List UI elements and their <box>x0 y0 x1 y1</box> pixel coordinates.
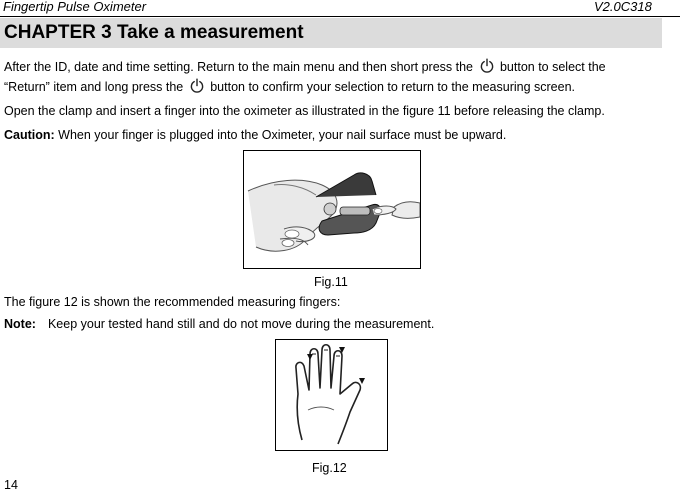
paragraph-1-text-b: button to select the <box>499 60 606 74</box>
paragraph-1-line-1 <box>4 58 606 76</box>
paragraph-1-line-2 <box>4 78 575 96</box>
figure-11-caption: Fig.11 <box>314 275 348 289</box>
paragraph-4: The figure 12 is shown the recommended measuring fingers: <box>4 295 341 309</box>
power-button-icon <box>189 78 205 94</box>
figure-11-image <box>243 150 421 269</box>
paragraph-1-text-c: “Return” item and long press the <box>4 80 184 94</box>
page-header <box>0 0 680 17</box>
caution-paragraph <box>4 127 506 144</box>
note-label: Note: <box>4 317 36 331</box>
note-text: Keep your tested hand still and do not move during the measurement. <box>47 317 435 331</box>
power-button-icon <box>479 58 495 74</box>
header-version: V2.0C318 <box>594 0 652 14</box>
oximeter-insertion-illustration <box>244 151 420 268</box>
header-title: Fingertip Pulse Oximeter <box>3 0 147 14</box>
caution-text: When your finger is plugged into the Oximeter, your nail surface must be upward. <box>54 128 507 142</box>
paragraph-2: Open the clamp and insert a finger into the oximeter as illustrated in the figure 11 before releasing the clamp. <box>4 104 605 118</box>
paragraph-1-text-d: button to confirm your selection to return to the measuring screen. <box>210 80 576 94</box>
figure-12-caption: Fig.12 <box>312 461 347 475</box>
paragraph-1-text-a: After the ID, date and time setting. Return to the main menu and then short press the <box>4 60 474 74</box>
page-number: 14 <box>4 478 18 492</box>
chapter-heading: CHAPTER 3 Take a measurement <box>0 18 662 48</box>
caution-label: Caution: <box>4 128 55 142</box>
note-paragraph <box>4 316 434 333</box>
figure-12-image <box>275 339 388 451</box>
recommended-fingers-illustration <box>276 340 387 450</box>
